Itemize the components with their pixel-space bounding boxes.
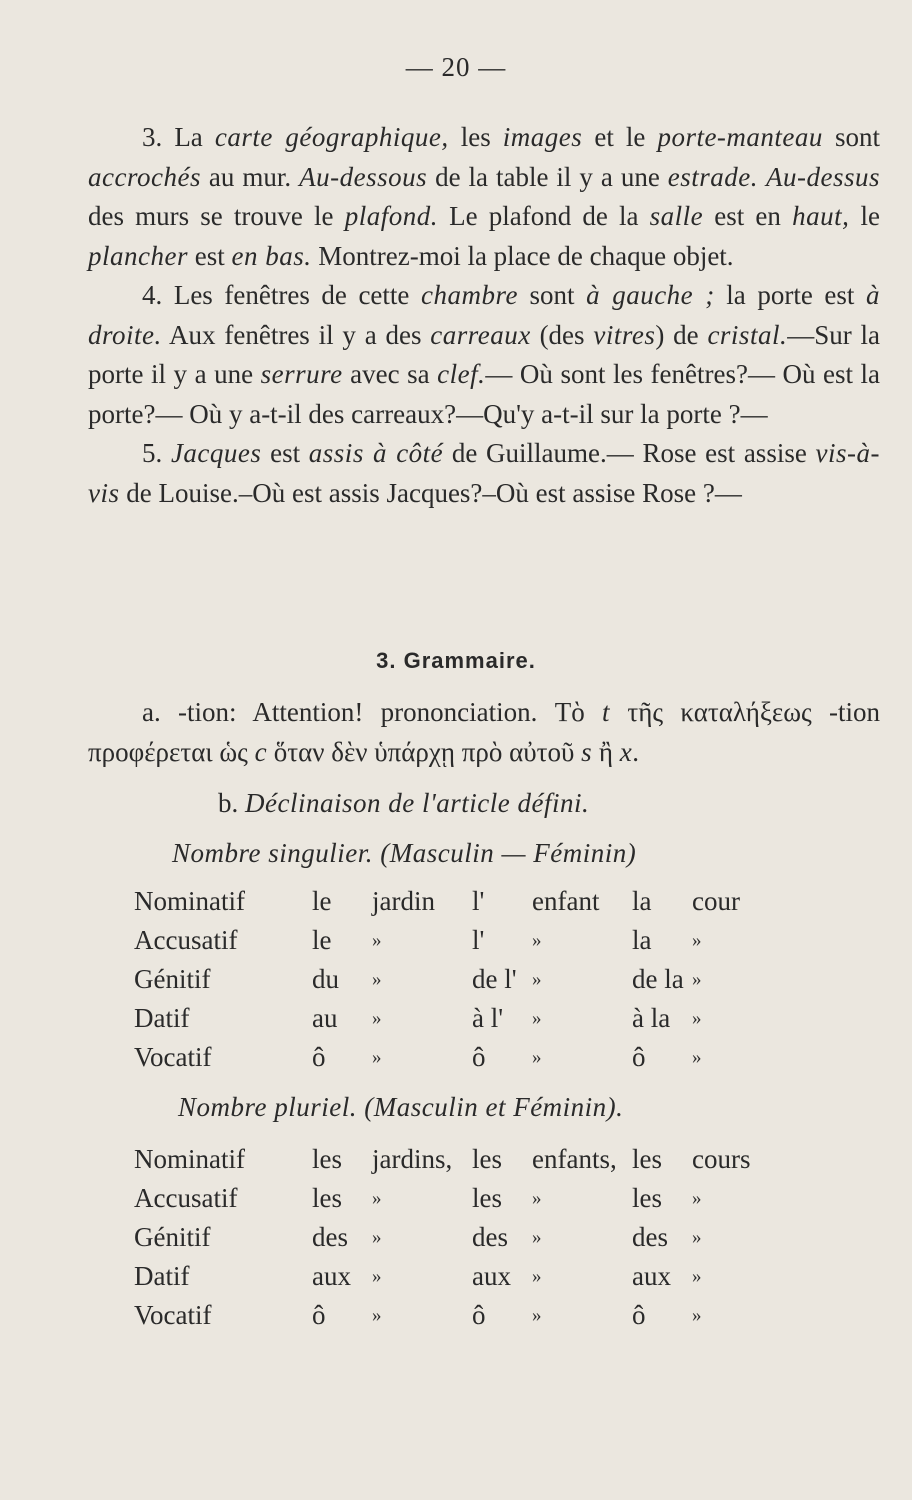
article-cell: les (312, 1183, 342, 1213)
paragraph-text-segment: à droite. (88, 280, 880, 350)
noun-cell: » (372, 1226, 382, 1248)
grammar-text-segment: ἢ (592, 737, 620, 767)
paragraph-text-segment: estrade. (667, 161, 759, 192)
paragraph-text-segment: Aux fenêtres il y a des (161, 319, 431, 350)
article-cell: la (632, 886, 652, 916)
paragraph-text-segment: serrure (260, 359, 343, 389)
article-cell: aux (632, 1261, 671, 1291)
paragraph-text-segment: est en (703, 201, 793, 231)
noun-cell: » (692, 1007, 702, 1029)
article-cell: du (312, 964, 339, 994)
declension-row (134, 921, 792, 960)
paragraph-text-segment: accrochés (88, 161, 201, 192)
case-label-cell: Génitif (134, 1222, 211, 1252)
article-cell: l' (472, 925, 485, 955)
declension-row (134, 1179, 792, 1218)
noun-cell: cours (692, 1144, 751, 1174)
paragraph-text-segment (758, 162, 766, 192)
plural-declension-table (134, 1140, 792, 1335)
noun-cell: » (372, 929, 382, 951)
paragraph-text-segment: assis à côté (308, 438, 444, 468)
paragraph-text-segment: de Guillaume.— Rose est assise (443, 438, 816, 468)
noun-cell: » (532, 929, 542, 951)
paragraph-text-segment: Le plafond de la (437, 201, 650, 231)
paragraph-text-segment: et le (582, 122, 658, 152)
noun-cell: » (692, 1187, 702, 1209)
paragraph-5 (88, 434, 880, 513)
grammar-text-segment: . (632, 737, 639, 767)
noun-cell: jardins, (372, 1144, 453, 1174)
paragraph-4 (88, 276, 880, 434)
paragraph-text-segment: le (849, 201, 880, 231)
paragraph-text-segment: carreaux (430, 319, 531, 350)
paragraph-text-segment: (des (530, 319, 594, 350)
noun-cell: » (692, 1046, 702, 1068)
article-cell: ô (632, 1042, 646, 1072)
section-heading: 3. Grammaire. (376, 648, 536, 673)
article-cell: l' (472, 886, 485, 916)
noun-cell: » (532, 1304, 542, 1326)
paragraph-text-segment: images (502, 122, 583, 152)
article-cell: ô (632, 1300, 646, 1330)
paragraph-text-segment: 4. Les fenêtres de cette (142, 280, 421, 310)
noun-cell: » (532, 1046, 542, 1068)
paragraph-text-segment: — Où sont les fenêtres?— Où est la porte?— Où y a-t-il des carreaux?—Qu'y a-t-il sur la porte ?— (88, 359, 881, 429)
article-cell: les (312, 1144, 342, 1174)
noun-cell: » (532, 1007, 542, 1029)
plural-title: Nombre pluriel. (Masculin et Féminin). (178, 1092, 624, 1122)
noun-cell: jardin (372, 886, 435, 916)
declension-row (134, 1038, 792, 1077)
declension-row (134, 1257, 792, 1296)
case-label-cell: Nominatif (134, 1144, 245, 1174)
noun-cell: » (532, 1265, 542, 1287)
article-cell: ô (472, 1300, 486, 1330)
noun-cell: » (692, 1265, 702, 1287)
noun-cell: » (372, 1187, 382, 1209)
noun-cell: » (372, 968, 382, 990)
grammar-text-segment: s (581, 737, 593, 767)
grammar-text-segment: c (254, 737, 268, 767)
paragraph-text-segment: 5. (142, 438, 171, 468)
paragraph-3 (88, 118, 880, 276)
paragraph-text-segment: plancher (88, 240, 188, 271)
noun-cell: » (372, 1265, 382, 1287)
paragraph-text-segment: vitres (593, 319, 656, 350)
paragraph-text-segment: sont (517, 280, 587, 310)
noun-cell: » (692, 1226, 702, 1248)
article-cell: des (632, 1222, 668, 1252)
noun-cell: » (532, 1187, 542, 1209)
article-cell: le (312, 886, 332, 916)
paragraph-text-segment: clef. (437, 359, 486, 389)
noun-cell: » (692, 929, 702, 951)
paragraph-text-segment: chambre (420, 280, 518, 310)
paragraph-text-segment: est (187, 240, 232, 271)
paragraph-text-segment: en bas. (231, 240, 312, 271)
paragraph-text-segment: vis-à-vis (88, 438, 880, 508)
paragraph-text-segment: de la table il y a une (427, 161, 668, 192)
noun-cell: enfant (532, 886, 600, 916)
declension-row (134, 999, 792, 1038)
article-cell: des (472, 1222, 508, 1252)
paragraph-text-segment: est (261, 438, 309, 468)
noun-cell: cour (692, 886, 740, 916)
paragraph-text-segment: 3. La (142, 122, 215, 152)
article-cell: de l' (472, 964, 517, 994)
paragraph-text-segment: salle (649, 201, 704, 231)
grammar-text-segment: τῆς καταλήξεως -tion προφέρεται ὡς (88, 697, 880, 767)
grammar-text-segment: x (619, 737, 633, 767)
paragraph-text-segment: ) de (655, 319, 708, 350)
noun-cell: » (692, 968, 702, 990)
article-cell: aux (312, 1261, 351, 1291)
article-cell: aux (472, 1261, 511, 1291)
case-label-cell: Datif (134, 1003, 190, 1033)
noun-cell: » (532, 1226, 542, 1248)
noun-cell: » (372, 1046, 382, 1068)
paragraph-text-segment: —Sur la porte il y a une (88, 319, 880, 389)
article-cell: la (632, 925, 652, 955)
paragraph-text-segment: porte-manteau (657, 122, 823, 152)
paragraph-text-segment: avec sa (342, 359, 438, 389)
paragraph-text-segment: au mur. (200, 161, 300, 192)
subheading-title: Déclinaison de l'article défini. (245, 788, 590, 818)
article-cell: les (632, 1144, 662, 1174)
noun-cell: » (372, 1304, 382, 1326)
declension-row (134, 960, 792, 999)
paragraph-text-segment: Au-dessous (299, 161, 428, 192)
paragraph-text-segment: des murs se trouve le (88, 201, 345, 231)
article-cell: les (472, 1183, 502, 1213)
article-cell: ô (312, 1300, 326, 1330)
paragraph-text-segment: Montrez-moi la place de chaque objet. (311, 240, 734, 271)
article-cell: à la (632, 1003, 671, 1033)
noun-cell: » (372, 1007, 382, 1029)
article-cell: à l' (472, 1003, 504, 1033)
paragraph-text-segment: Jacques (170, 438, 262, 468)
paragraph-text-segment: haut, (792, 201, 850, 231)
declension-row (134, 1218, 792, 1257)
article-cell: les (632, 1183, 662, 1213)
grammar-note-text (88, 692, 880, 772)
article-cell: les (472, 1144, 502, 1174)
grammar-text-segment: t (602, 697, 611, 727)
article-cell: ô (312, 1042, 326, 1072)
case-label-cell: Vocatif (134, 1300, 212, 1330)
paragraph-text-segment: plafond. (344, 201, 438, 231)
noun-cell: enfants, (532, 1144, 617, 1174)
article-cell: de la (632, 964, 684, 994)
noun-cell: » (532, 968, 542, 990)
singular-title: Nombre singulier. (Masculin — Féminin) (172, 838, 637, 868)
case-label-cell: Datif (134, 1261, 190, 1291)
article-cell: ô (472, 1042, 486, 1072)
paragraph-text-segment: Au-dessus (766, 161, 880, 192)
page-number: — 20 — (405, 52, 507, 82)
declension-row (134, 882, 792, 921)
case-label-cell: Nominatif (134, 886, 245, 916)
grammar-text-segment: ὅταν δὲν ὑπάρχῃ πρὸ αὐτοῦ (267, 737, 582, 767)
article-cell: des (312, 1222, 348, 1252)
paragraph-text-segment: sont (822, 122, 880, 152)
case-label-cell: Génitif (134, 964, 211, 994)
paragraph-text-segment: cristal. (707, 319, 788, 350)
noun-cell: » (692, 1304, 702, 1326)
case-label-cell: Vocatif (134, 1042, 212, 1072)
article-cell: le (312, 925, 332, 955)
singular-declension-table (134, 882, 792, 1077)
declension-row (134, 1296, 792, 1335)
lesson-text (88, 118, 880, 513)
case-label-cell: Accusatif (134, 1183, 238, 1213)
paragraph-text-segment: de Louise.–Où est assis Jacques?–Où est assise Rose ?— (119, 477, 742, 508)
article-cell: au (312, 1003, 338, 1033)
paragraph-text-segment: à gauche ; (586, 280, 715, 310)
declension-row (134, 1140, 792, 1179)
declension-subheading (218, 788, 589, 819)
case-label-cell: Accusatif (134, 925, 238, 955)
paragraph-text-segment: les (448, 122, 503, 152)
subheading-prefix: b. (218, 788, 245, 818)
paragraph-text-segment: la porte est (714, 280, 866, 310)
grammar-note (88, 692, 880, 772)
grammar-text-segment: a. -tion: Attention! prononciation. Τὸ (142, 697, 603, 727)
paragraph-text-segment: carte géographique, (214, 122, 449, 152)
